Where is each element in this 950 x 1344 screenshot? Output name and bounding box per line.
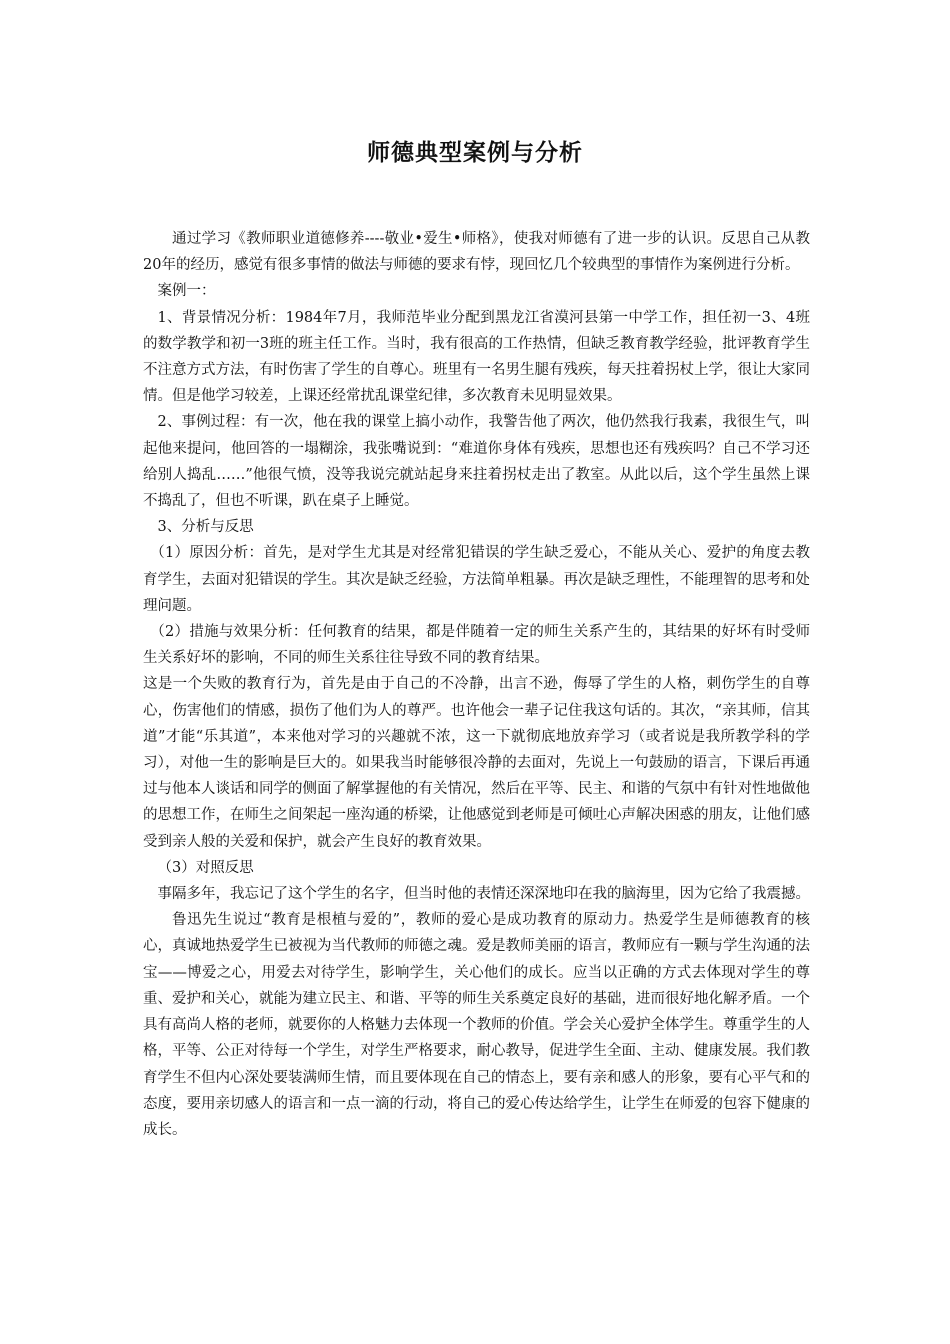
intro-paragraph: 通过学习《教师职业道德修养----敬业•爱生•师格》，使我对师德有了进一步的认识。反思自己从教20年的经历，感觉有很多事情的做法与师德的要求有悖，现回忆几个较典型的事情作为案例进行分析。 — [143, 231, 810, 274]
background-paragraph: 1、背景情况分析：1984年7月，我师范毕业分配到黑龙江省漠河县第一中学工作，担任初一3、4班的数学教学和初一3班的班主任工作。当时，我有很高的工作热情，但缺乏教育教学经验，批评教育学生不注意方式方法，有时伤害了学生的自尊心。班里有一名男生腿有残疾，每天拄着拐杖上学，很让大家同情。但是他学习较差，上课还经常扰乱课堂纪律，多次教育未见明显效果。 — [143, 309, 810, 405]
conclusion-paragraph: 鲁迅先生说过“教育是根植与爱的”，教师的爱心是成功教育的原动力。热爱学生是师德教育的核心，真诚地热爱学生已被视为当代教师的师德之魂。爱是教师美丽的语言，教师应有一颗与学生沟通的法宝——博爱之心，用爱去对待学生，影响学生，关心他们的成长。应当以正确的方式去体现对学生的尊重、爱护和关心，就能为建立民主、和谐、平等的师生关系奠定良好的基础，进而很好地化解矛盾。一个具有高尚人格的老师，就要你的人格魅力去体现一个教师的价值。学会关心爱护全体学生。尊重学生的人格，平等、公正对待每一个学生，对学生严格要求，耐心教导，促进学生全面、主动、健康发展。我们教育学生不但内心深处要装满师生情，而且要体现在自己的情态上，要有亲和感人的形象，要有心平气和的态度，要用亲切感人的语言和一点一滴的行动，将自己的爱心传达给学生，让学生在师爱的包容下健康的成长。 — [143, 912, 810, 1138]
cause-analysis-paragraph: （1）原因分析：首先，是对学生尤其是对经常犯错误的学生缺乏爱心，不能从关心、爱护的角度去教育学生，去面对犯错误的学生。其次是缺乏经验，方法简单粗暴。再次是缺乏理性，不能理智的思考和处理问题。 — [143, 545, 810, 614]
document-body — [143, 226, 810, 1143]
incident-paragraph: 2、事例过程：有一次，他在我的课堂上搞小动作，我警告他了两次，他仍然我行我素，我很生气，叫起他来提问，他回答的一塌糊涂，我张嘴说到：“难道你身体有残疾，思想也还有残疾吗？自己不学习还给别人捣乱……”他很气愤，没等我说完就站起身来拄着拐杖走出了教室。从此以后，这个学生虽然上课不捣乱了，但也不听课，趴在桌子上睡觉。 — [143, 414, 810, 510]
memory-paragraph: 事隔多年，我忘记了这个学生的名字，但当时他的表情还深深地印在我的脑海里，因为它给了我震撼。 — [157, 886, 810, 903]
reflection-heading: （3）对照反思 — [157, 859, 254, 876]
measures-paragraph: （2）措施与效果分析：任何教育的结果，都是伴随着一定的师生关系产生的，其结果的好坏有时受师生关系好坏的影响，不同的师生关系往往导致不同的教育结果。 — [143, 624, 810, 667]
document-title: 师德典型案例与分析 — [367, 140, 583, 166]
case-heading: 案例一： — [157, 283, 216, 300]
analysis-heading: 3、分析与反思 — [157, 519, 254, 536]
failure-reflection-paragraph: 这是一个失败的教育行为，首先是由于自己的不冷静，出言不逊，侮辱了学生的人格，刺伤学生的自尊心，伤害他们的情感，损伤了他们为人的尊严。也许他会一辈子记住我这句话的。其次，“亲其师，信其道”才能“乐其道”，本来他对学习的兴趣就不浓，这一下就彻底地放弃学习（或者说是我所教学科的学习），对他一生的影响是巨大的。如果我当时能够很冷静的去面对，先说上一句鼓励的语言，下课后再通过与他本人谈话和同学的侧面了解掌握他的有关情况，然后在平等、民主、和谐的气氛中有针对性地做他的思想工作，在师生之间架起一座沟通的桥梁，让他感觉到老师是可倾吐心声解决困惑的朋友，让他们感受到亲人般的关爱和保护，就会产生良好的教育效果。 — [143, 676, 810, 850]
